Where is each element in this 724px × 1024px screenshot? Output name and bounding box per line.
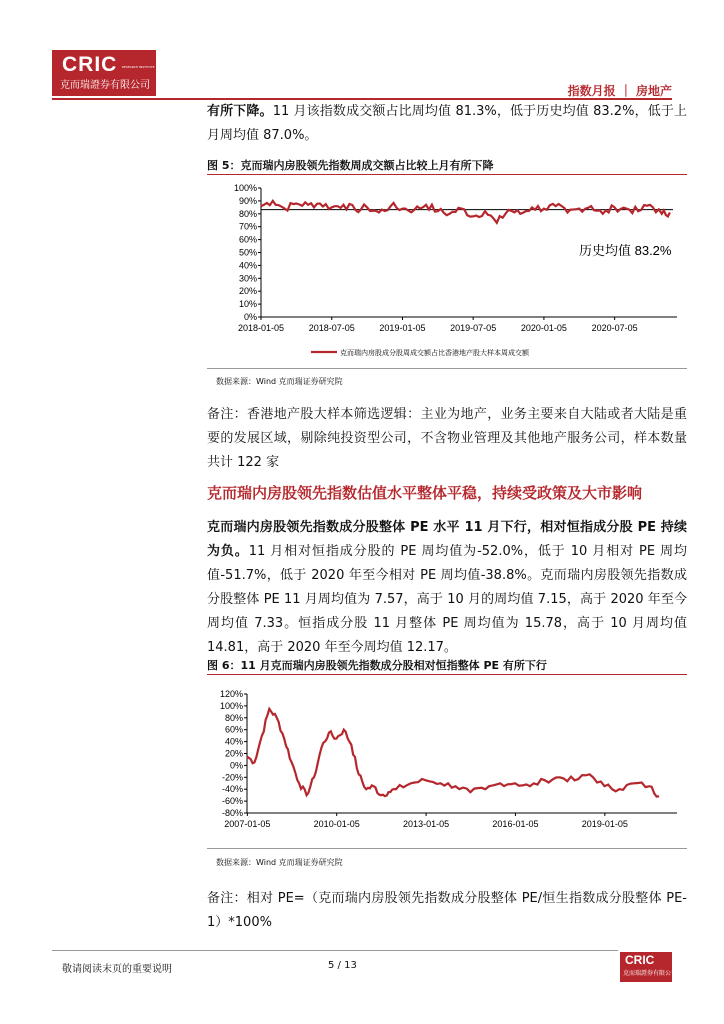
footer-cric-logo [620,952,678,982]
footer-disclaimer: 敬请阅读末页的重要说明 [62,964,172,975]
y-tick-label: 80% [238,208,257,219]
y-tick-label: 30% [238,273,257,284]
figure-5-title: 图 5：克而瑞内房股领先指数周成交额占比较上月有所下降 [207,159,494,172]
logo-company-name: 克而瑞證券有限公司 [60,80,150,91]
y-tick-label: -40% [221,784,243,795]
footer-logo-text: CRIC [625,953,655,967]
logo-text: CRIC [62,53,118,76]
y-tick-label: 60% [238,234,257,245]
x-tick-label: 2007-01-05 [224,819,271,829]
paragraph-pe-lead: 克而瑞内房股领先指数成分股整体 PE 水平 11 月下行，相对恒指成分股 PE 持续为负。 [207,520,687,559]
figure-6-source: 数据来源：Wind 克而瑞证券研究院 [216,858,343,867]
y-tick-label: 100% [233,183,257,193]
x-tick-label: 2019-01-05 [581,819,628,829]
y-tick-label: 100% [219,700,243,711]
y-tick-label: 20% [224,748,243,759]
y-tick-label: 40% [224,736,243,747]
y-tick-label: 0% [243,312,257,322]
y-tick-label: -60% [221,796,243,807]
figure-5-bottom-rule [207,368,687,369]
figure-6-bottom-rule [207,848,687,849]
figure-6-title: 图 6：11 月克而瑞内房股领先指数成分股相对恒指整体 PE 有所下行 [207,659,547,672]
y-tick-label: -20% [221,772,243,783]
x-tick-label: 2013-01-05 [403,819,450,829]
y-tick-label: 60% [224,724,243,735]
x-tick-label: 2016-01-05 [492,819,539,829]
x-tick-label: 2019-01-05 [379,323,426,333]
legend-label: 克而瑞内房股成分股周成交额占比香港地产股大样本周成交额 [340,350,529,357]
y-tick-label: 0% [229,760,243,771]
y-tick-label: 40% [238,260,257,271]
footer-rule [52,950,618,951]
sample-note: 备注：香港地产股大样本筛选逻辑：主业为地产，业务主要来自大陆或者大陆是重要的发展区域，剔除纯投资型公司，不含物业管理及其他地产服务公司，样本数量共计 122 家 [207,407,687,470]
x-tick-label: 2018-07-05 [308,323,355,333]
x-tick-label: 2018-01-05 [237,323,285,333]
figure-5-rule [207,174,687,175]
y-tick-label: 50% [238,247,257,258]
paragraph-turnover-text: 11 月该指数成交额占比周均值 81.3%，低于历史均值 83.2%，低于上月周均值 87.0%。 [207,104,687,143]
y-tick-label: 20% [238,286,257,297]
footer-logo-company-name: 克而瑞證券有限公司 [623,970,678,977]
cric-logo [52,50,156,96]
y-tick-label: 70% [238,221,257,232]
y-tick-label: -80% [221,808,243,818]
y-tick-label: 80% [224,712,243,723]
x-tick-label: 2020-01-05 [520,323,567,333]
y-tick-label: 120% [219,689,243,699]
historical-average-annotation: 历史均值 83.2% [579,243,672,258]
figure-5-chart [207,176,687,366]
paragraph-turnover [207,100,687,148]
paragraph-pe-text: 11 月相对恒指成分股的 PE 周均值为-52.0%，低于 10 月相对 PE 周均值-51.7%，低于 2020 年至今相对 PE 周均值-38.8%。克而瑞内房股领先指数成分股整体 PE 11 月周均值为 7.57，高于 10 月的周均值 7.15，高于 2020 年至今周均值 7.33。恒指成分股 11 月整体 PE 周均值为 15.78，高于 10 月周均值 14.81，高于 2020 年至今周均值 12.17。 [207,544,687,655]
logo-tiny-text: RESEARCH INSTITUTE [122,65,155,69]
page-number: 5 / 13 [328,960,357,971]
relative-pe-note: 备注：相对 PE=（克而瑞内房股领先指数成分股整体 PE/恒生指数成分股整体 PE-1）*100% [207,891,687,930]
figure-5-source: 数据来源：Wind 克而瑞证券研究院 [216,377,343,386]
y-tick-label: 90% [238,195,257,206]
report-label: 指数月报 ｜ 房地产 [567,84,672,98]
y-tick-label: 10% [238,299,257,310]
paragraph-pe [207,516,687,660]
paragraph-turnover-lead: 有所下降。 [207,104,273,119]
relative-pe-series-line [247,709,659,797]
x-tick-label: 2019-07-05 [450,323,497,333]
figure-6-chart [207,678,687,838]
x-tick-label: 2020-07-05 [591,323,638,333]
turnover-share-series-line [261,201,670,223]
x-tick-label: 2010-01-05 [313,819,360,829]
section-title: 克而瑞内房股领先指数估值水平整体平稳，持续受政策及大市影响 [207,484,643,502]
figure-6-rule [207,674,687,675]
